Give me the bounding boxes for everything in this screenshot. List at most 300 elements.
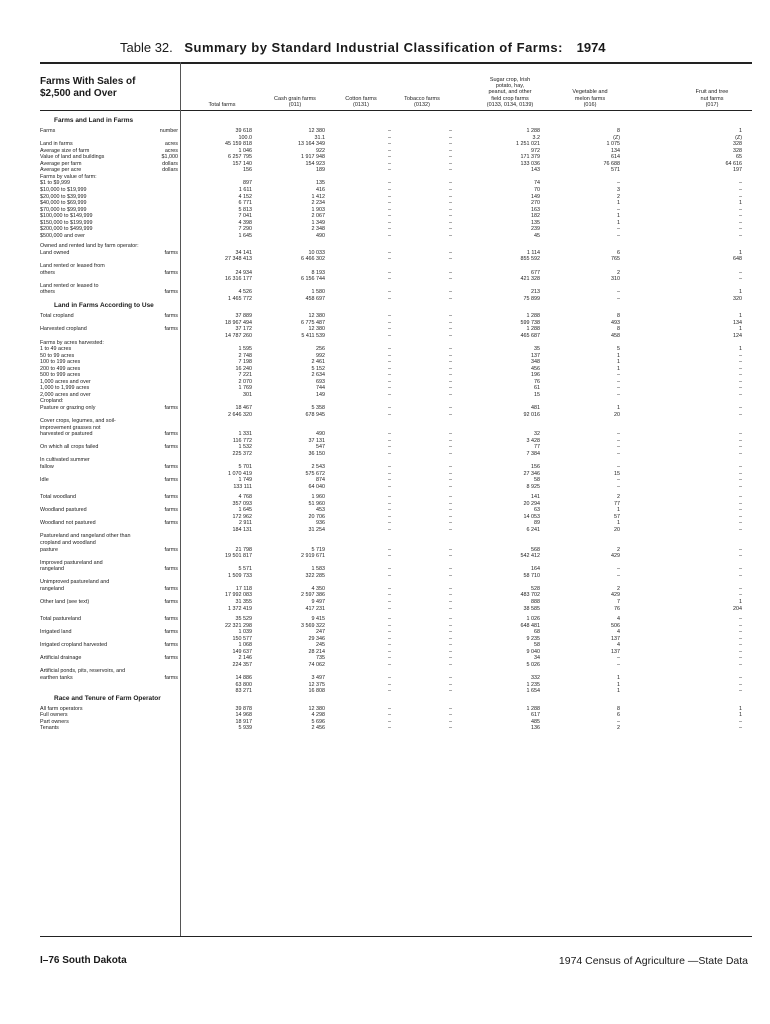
cell-col-6: – bbox=[617, 444, 620, 451]
row-label-text: $500,000 and over bbox=[40, 232, 85, 239]
cell-col-2: 1 580 bbox=[311, 289, 325, 296]
cell-col-7: – bbox=[739, 681, 742, 688]
cell-col-2: 1 917 948 bbox=[301, 154, 325, 161]
cell-col-3: – bbox=[388, 437, 391, 444]
cell-col-4: – bbox=[449, 494, 452, 501]
cell-col-4: – bbox=[449, 648, 452, 655]
cell-col-7: – bbox=[739, 463, 742, 470]
cell-col-5: 34 bbox=[534, 655, 540, 662]
cell-col-6: – bbox=[617, 289, 620, 296]
cell-col-4: – bbox=[449, 289, 452, 296]
cell-col-3: – bbox=[388, 411, 391, 418]
cell-col-7: 124 bbox=[733, 332, 742, 339]
cell-col-6: – bbox=[617, 372, 620, 379]
cell-col-7: – bbox=[739, 444, 742, 451]
cell-col-2: 37 131 bbox=[308, 437, 325, 444]
cell-col-3: – bbox=[388, 346, 391, 353]
cell-col-3: – bbox=[388, 444, 391, 451]
cell-col-4: – bbox=[449, 365, 452, 372]
cell-col-1: 21 798 bbox=[235, 546, 252, 553]
row-label-text: Average per acre bbox=[40, 167, 82, 174]
row-label-text: others bbox=[40, 289, 55, 296]
cell-col-2: 13 164 349 bbox=[298, 141, 325, 148]
row-label-text: Farms bbox=[40, 128, 56, 134]
cell-col-6: 1 bbox=[617, 352, 620, 359]
cell-col-1: 18 917 bbox=[235, 718, 252, 725]
cell-col-1: 1 039 bbox=[238, 629, 252, 636]
cell-col-6: 1 bbox=[617, 365, 620, 372]
row-label-text: Irrigated cropland harvested bbox=[40, 642, 108, 649]
row-unit: farms bbox=[164, 444, 178, 451]
row-label-text: Pasture or grazing only bbox=[40, 405, 96, 411]
cell-col-5: 599 738 bbox=[520, 319, 540, 326]
cell-col-1: 1 769 bbox=[238, 385, 252, 392]
footer-page-label: I–76 South Dakota bbox=[40, 955, 127, 966]
cell-col-5: 35 bbox=[534, 346, 540, 353]
cell-col-2: 922 bbox=[316, 147, 325, 154]
cell-col-6: – bbox=[617, 385, 620, 392]
cell-col-5: 6 241 bbox=[526, 526, 540, 533]
row-label-text: On which all crops failed bbox=[40, 444, 99, 451]
cell-col-2: 74 062 bbox=[308, 661, 325, 668]
table-row bbox=[0, 725, 770, 732]
cell-col-2: 6 775 487 bbox=[301, 319, 325, 326]
cell-col-4: – bbox=[449, 470, 452, 477]
cell-col-3: – bbox=[388, 289, 391, 296]
cell-col-7: 1 bbox=[739, 200, 742, 207]
cell-col-3: – bbox=[388, 483, 391, 490]
cell-col-6: – bbox=[617, 232, 620, 239]
cell-col-6: 1 bbox=[617, 688, 620, 695]
row-label-text: 1,000 to 1,999 acres bbox=[40, 385, 90, 392]
cell-col-4: – bbox=[449, 513, 452, 520]
cell-col-3: – bbox=[388, 141, 391, 148]
cell-col-4: – bbox=[449, 249, 452, 256]
cell-col-5: 677 bbox=[531, 269, 540, 276]
cell-col-4: – bbox=[449, 450, 452, 457]
column-header-line: (0132) bbox=[414, 101, 430, 108]
cell-col-4: – bbox=[449, 661, 452, 668]
cell-col-7: 134 bbox=[733, 319, 742, 326]
cell-col-3: – bbox=[388, 470, 391, 477]
row-unit: farms bbox=[164, 616, 178, 623]
row-unit: dollars bbox=[162, 160, 178, 167]
row-unit: farms bbox=[164, 566, 178, 573]
cell-col-7: 1 bbox=[739, 289, 742, 296]
column-header-line: Tobacco farms bbox=[404, 95, 440, 102]
cell-col-3: – bbox=[388, 319, 391, 326]
cell-col-5: 58 710 bbox=[523, 572, 540, 579]
cell-col-2: 874 bbox=[316, 477, 325, 484]
cell-col-1: 16 316 177 bbox=[225, 276, 252, 283]
row-label-text: Unimproved pastureland and bbox=[40, 579, 110, 586]
cell-col-1: 6 771 bbox=[238, 200, 252, 207]
cell-col-5: 163 bbox=[531, 206, 540, 213]
cell-col-6: – bbox=[617, 718, 620, 725]
cell-col-7: – bbox=[739, 352, 742, 359]
cell-col-2: 2 634 bbox=[311, 372, 325, 379]
cell-col-5: 213 bbox=[531, 289, 540, 296]
cell-col-5: 3 428 bbox=[526, 437, 540, 444]
cell-col-5: 38 585 bbox=[523, 605, 540, 612]
cell-col-5: 45 bbox=[534, 232, 540, 239]
cell-col-3: – bbox=[388, 655, 391, 662]
cell-col-7: – bbox=[739, 483, 742, 490]
cell-col-5: 133 036 bbox=[520, 160, 540, 167]
cell-col-4: – bbox=[449, 147, 452, 154]
cell-col-1: 18 467 bbox=[235, 405, 252, 411]
cell-col-3: – bbox=[388, 507, 391, 514]
row-label-text: 200 to 499 acres bbox=[40, 365, 81, 372]
cell-col-6: 1 bbox=[617, 200, 620, 207]
cell-col-6: 1 bbox=[617, 507, 620, 514]
cell-col-5: 137 bbox=[531, 352, 540, 359]
row-label-text: Improved pastureland and bbox=[40, 559, 103, 566]
row-label-text: 100 to 199 acres bbox=[40, 359, 81, 366]
cell-col-3: – bbox=[388, 186, 391, 193]
row-unit: farms bbox=[164, 507, 178, 514]
cell-col-6: 20 bbox=[614, 411, 620, 418]
table-row bbox=[0, 484, 770, 491]
cell-col-6: 493 bbox=[611, 319, 620, 326]
row-label-text: Part owners bbox=[40, 718, 69, 725]
row-unit: farms bbox=[164, 585, 178, 592]
row-label-text: rangeland bbox=[40, 585, 64, 592]
cell-col-5: 568 bbox=[531, 546, 540, 553]
cell-col-2: 6 466 302 bbox=[301, 256, 325, 263]
cell-col-5: 15 bbox=[534, 391, 540, 398]
cell-col-3: – bbox=[388, 513, 391, 520]
column-header-line: Vegetable and bbox=[572, 89, 608, 96]
cell-col-5: 14 053 bbox=[523, 513, 540, 520]
cell-col-7: 1 bbox=[739, 346, 742, 353]
cell-col-4: – bbox=[449, 477, 452, 484]
cell-col-6: 5 bbox=[617, 346, 620, 353]
cell-col-1: 7 221 bbox=[238, 372, 252, 379]
cell-col-5: 483 702 bbox=[520, 592, 540, 599]
cell-col-1: 1 595 bbox=[238, 346, 252, 353]
cell-col-6: 8 bbox=[617, 313, 620, 320]
cell-col-1: 7 290 bbox=[238, 226, 252, 233]
cell-col-2: 490 bbox=[316, 232, 325, 239]
cell-col-1: 1 068 bbox=[238, 642, 252, 649]
cell-col-2: 31.1 bbox=[314, 134, 325, 141]
cell-col-7: – bbox=[739, 585, 742, 592]
cell-col-2: 5 719 bbox=[311, 546, 325, 553]
row-label-text: Cropland: bbox=[40, 398, 64, 405]
cell-col-2: 31 254 bbox=[308, 526, 325, 533]
cell-col-6: 429 bbox=[611, 592, 620, 599]
row-label-text: 2,000 acres and over bbox=[40, 391, 91, 398]
cell-col-4: – bbox=[449, 269, 452, 276]
cell-col-5: 20 294 bbox=[523, 500, 540, 507]
cell-col-6: 8 bbox=[617, 705, 620, 712]
row-label-text: Average per farm bbox=[40, 160, 82, 167]
cell-col-2: 51 960 bbox=[308, 500, 325, 507]
cell-col-4: – bbox=[449, 718, 452, 725]
cell-col-7: – bbox=[739, 661, 742, 668]
column-header-line: Total farms bbox=[208, 101, 236, 108]
cell-col-2: 5 411 539 bbox=[301, 332, 325, 339]
cell-col-7: – bbox=[739, 500, 742, 507]
column-header-line: Sugar crop, Irish bbox=[489, 76, 531, 83]
cell-col-5: 68 bbox=[534, 629, 540, 636]
cell-col-2: 992 bbox=[316, 352, 325, 359]
cell-col-5: 27 346 bbox=[523, 470, 540, 477]
cell-col-6: 1 bbox=[617, 520, 620, 527]
cell-col-3: – bbox=[388, 154, 391, 161]
cell-col-3: – bbox=[388, 180, 391, 187]
row-unit: farms bbox=[164, 675, 178, 681]
cell-col-7: – bbox=[739, 365, 742, 372]
cell-col-4: – bbox=[449, 712, 452, 719]
cell-col-3: – bbox=[388, 359, 391, 366]
cell-col-4: – bbox=[449, 319, 452, 326]
cell-col-1: 224 357 bbox=[232, 661, 252, 668]
row-label-text: Woodland not pastured bbox=[40, 520, 96, 527]
cell-col-3: – bbox=[388, 213, 391, 220]
cell-col-3: – bbox=[388, 546, 391, 553]
row-unit: farms bbox=[164, 269, 178, 276]
cell-col-2: 4 350 bbox=[311, 585, 325, 592]
cell-col-7: 64 616 bbox=[725, 160, 742, 167]
cell-col-2: 4 298 bbox=[311, 712, 325, 719]
row-label-text: $70,000 to $99,999 bbox=[40, 206, 87, 213]
cell-col-2: 189 bbox=[316, 167, 325, 174]
cell-col-6: 614 bbox=[611, 154, 620, 161]
cell-col-5: 61 bbox=[534, 385, 540, 392]
cell-col-1: 22 321 298 bbox=[225, 622, 252, 629]
cell-col-1: 357 093 bbox=[232, 500, 252, 507]
cell-col-6: 8 bbox=[617, 128, 620, 134]
cell-col-7: 648 bbox=[733, 256, 742, 263]
table-row bbox=[0, 606, 770, 613]
cell-col-4: – bbox=[449, 520, 452, 527]
cell-col-3: – bbox=[388, 167, 391, 174]
table-row bbox=[0, 233, 770, 240]
cell-col-2: 245 bbox=[316, 642, 325, 649]
cell-col-4: – bbox=[449, 128, 452, 134]
column-header-line: field crop farms bbox=[491, 95, 529, 102]
cell-col-4: – bbox=[449, 635, 452, 642]
cell-col-6: – bbox=[617, 391, 620, 398]
cell-col-1: 18 967 494 bbox=[225, 319, 252, 326]
cell-col-6: 1 bbox=[617, 359, 620, 366]
cell-col-4: – bbox=[449, 598, 452, 605]
row-unit: farms bbox=[164, 520, 178, 527]
row-label-text: 1,000 acres and over bbox=[40, 378, 91, 385]
cell-col-4: – bbox=[449, 372, 452, 379]
cell-col-3: – bbox=[388, 718, 391, 725]
cell-col-2: 744 bbox=[316, 385, 325, 392]
cell-col-2: 12 380 bbox=[308, 326, 325, 333]
row-label-text: Average size of farm bbox=[40, 147, 90, 154]
cell-col-5: 135 bbox=[531, 219, 540, 226]
cell-col-5: 348 bbox=[531, 359, 540, 366]
row-label-text: Total cropland bbox=[40, 313, 74, 320]
row-unit: farms bbox=[164, 546, 178, 553]
cell-col-4: – bbox=[449, 232, 452, 239]
cell-col-5: 3.2 bbox=[532, 134, 540, 141]
cell-col-2: 2 067 bbox=[311, 213, 325, 220]
cell-col-6: 1 bbox=[617, 675, 620, 681]
row-label bbox=[40, 233, 178, 240]
row-unit: acres bbox=[164, 141, 178, 148]
cell-col-4: – bbox=[449, 352, 452, 359]
footer-publication: 1974 Census of Agriculture —State Data bbox=[558, 955, 748, 967]
cell-col-3: – bbox=[388, 372, 391, 379]
row-label-text: Cover crops, legumes, and soil- bbox=[40, 418, 116, 425]
cell-col-1: 16 240 bbox=[235, 365, 252, 372]
cell-col-5: 156 bbox=[531, 463, 540, 470]
row-label-text: Tenants bbox=[40, 725, 59, 732]
cell-col-7: 320 bbox=[733, 295, 742, 302]
cell-col-4: – bbox=[449, 526, 452, 533]
cell-col-6: 15 bbox=[614, 470, 620, 477]
cell-col-1: 156 bbox=[243, 167, 252, 174]
cell-col-1: 17 118 bbox=[235, 585, 252, 592]
cell-col-1: 1 331 bbox=[238, 431, 252, 438]
cell-col-7: 1 bbox=[739, 326, 742, 333]
cell-col-7: – bbox=[739, 546, 742, 553]
row-label-text: $20,000 to $39,999 bbox=[40, 193, 87, 200]
cell-col-5: 75 899 bbox=[523, 295, 540, 302]
row-unit: dollars bbox=[162, 167, 178, 174]
cell-col-6: – bbox=[617, 483, 620, 490]
row-unit: farms bbox=[164, 598, 178, 605]
cell-col-7: – bbox=[739, 655, 742, 662]
cell-col-3: – bbox=[388, 450, 391, 457]
cell-col-4: – bbox=[449, 326, 452, 333]
cell-col-1: 301 bbox=[243, 391, 252, 398]
cell-col-2: 16 808 bbox=[308, 688, 325, 695]
cell-col-4: – bbox=[449, 642, 452, 649]
cell-col-6: 137 bbox=[611, 648, 620, 655]
cell-col-5: 1 288 bbox=[526, 326, 540, 333]
cell-col-2: 1 960 bbox=[311, 494, 325, 501]
cell-col-5: 58 bbox=[534, 642, 540, 649]
row-label-text: All farm operators bbox=[40, 705, 83, 712]
row-unit: number bbox=[159, 128, 178, 134]
cell-col-6: 4 bbox=[617, 629, 620, 636]
cell-col-1: 31 355 bbox=[235, 598, 252, 605]
cell-col-4: – bbox=[449, 553, 452, 560]
cell-col-6: – bbox=[617, 180, 620, 187]
cell-col-7: – bbox=[739, 629, 742, 636]
column-header-line: Cotton farms bbox=[345, 95, 377, 102]
row-label-text: $1 to $9,999 bbox=[40, 180, 70, 187]
cell-col-2: 735 bbox=[316, 655, 325, 662]
cell-col-4: – bbox=[449, 444, 452, 451]
row-unit: farms bbox=[164, 494, 178, 501]
cell-col-4: – bbox=[449, 585, 452, 592]
cell-col-6: 765 bbox=[611, 256, 620, 263]
cell-col-5: 89 bbox=[534, 520, 540, 527]
cell-col-3: – bbox=[388, 193, 391, 200]
cell-col-5: 1 235 bbox=[526, 681, 540, 688]
cell-col-5: 465 687 bbox=[520, 332, 540, 339]
cell-col-4: – bbox=[449, 507, 452, 514]
cell-col-5: 196 bbox=[531, 372, 540, 379]
cell-col-5: 1 251 021 bbox=[516, 141, 540, 148]
cell-col-2: 10 033 bbox=[308, 249, 325, 256]
cell-col-1: 45 159 818 bbox=[225, 141, 252, 148]
cell-col-7: – bbox=[739, 494, 742, 501]
row-label-text: Total pastureland bbox=[40, 616, 82, 623]
cell-col-1: 1 645 bbox=[238, 507, 252, 514]
cell-col-6: 310 bbox=[611, 276, 620, 283]
cell-col-7: – bbox=[739, 378, 742, 385]
cell-col-5: 1 114 bbox=[526, 249, 540, 256]
cell-col-1: 34 141 bbox=[235, 249, 252, 256]
cell-col-3: – bbox=[388, 405, 391, 411]
cell-col-1: 172 962 bbox=[232, 513, 252, 520]
cell-col-5: 32 bbox=[534, 431, 540, 438]
cell-col-2: 5 696 bbox=[311, 718, 325, 725]
cell-col-7: – bbox=[739, 219, 742, 226]
cell-col-6: – bbox=[617, 572, 620, 579]
row-label-text: Artificial drainage bbox=[40, 655, 82, 662]
cell-col-2: 12 380 bbox=[308, 128, 325, 134]
column-header-line: potato, hay, bbox=[495, 83, 525, 90]
cell-col-3: – bbox=[388, 592, 391, 599]
cell-col-3: – bbox=[388, 226, 391, 233]
cell-col-5: 77 bbox=[534, 444, 540, 451]
cell-col-4: – bbox=[449, 134, 452, 141]
cell-col-1: 1 509 733 bbox=[228, 572, 252, 579]
cell-col-5: 164 bbox=[531, 566, 540, 573]
cell-col-2: 693 bbox=[316, 378, 325, 385]
cell-col-7: 1 bbox=[739, 598, 742, 605]
cell-col-1: 157 140 bbox=[232, 160, 252, 167]
cell-col-6: 6 bbox=[617, 712, 620, 719]
cell-col-4: – bbox=[449, 160, 452, 167]
cell-col-2: 12 375 bbox=[308, 681, 325, 688]
cell-col-1: 24 934 bbox=[235, 269, 252, 276]
cell-col-4: – bbox=[449, 629, 452, 636]
cell-col-5: 888 bbox=[531, 598, 540, 605]
cell-col-7: 1 bbox=[739, 712, 742, 719]
cell-col-1: 225 372 bbox=[232, 450, 252, 457]
cell-col-4: – bbox=[449, 592, 452, 599]
cell-col-6: 1 bbox=[617, 681, 620, 688]
cell-col-2: 9 415 bbox=[311, 616, 325, 623]
cell-col-3: – bbox=[388, 622, 391, 629]
column-header-5 bbox=[466, 64, 554, 108]
cell-col-7: 328 bbox=[733, 147, 742, 154]
cell-col-5: 542 412 bbox=[520, 553, 540, 560]
cell-col-3: – bbox=[388, 378, 391, 385]
cell-col-6: 571 bbox=[611, 167, 620, 174]
row-label-text: 500 to 999 acres bbox=[40, 372, 81, 379]
row-label-text: Total woodland bbox=[40, 494, 76, 501]
row-label-text: Woodland pastured bbox=[40, 507, 87, 514]
cell-col-5: 141 bbox=[531, 494, 540, 501]
cell-col-5: 7 384 bbox=[526, 450, 540, 457]
cell-col-4: – bbox=[449, 206, 452, 213]
row-label-text: others bbox=[40, 269, 55, 276]
column-header-line: melon farms bbox=[574, 95, 606, 102]
cell-col-6: – bbox=[617, 463, 620, 470]
cell-col-1: 7 041 bbox=[238, 213, 252, 220]
cell-col-4: – bbox=[449, 483, 452, 490]
row-label-text: improvement grasses not bbox=[40, 424, 101, 431]
cell-col-7: – bbox=[739, 520, 742, 527]
cell-col-7: – bbox=[739, 675, 742, 681]
cell-col-7: – bbox=[739, 477, 742, 484]
cell-col-2: 5 152 bbox=[311, 365, 325, 372]
cell-col-4: – bbox=[449, 180, 452, 187]
